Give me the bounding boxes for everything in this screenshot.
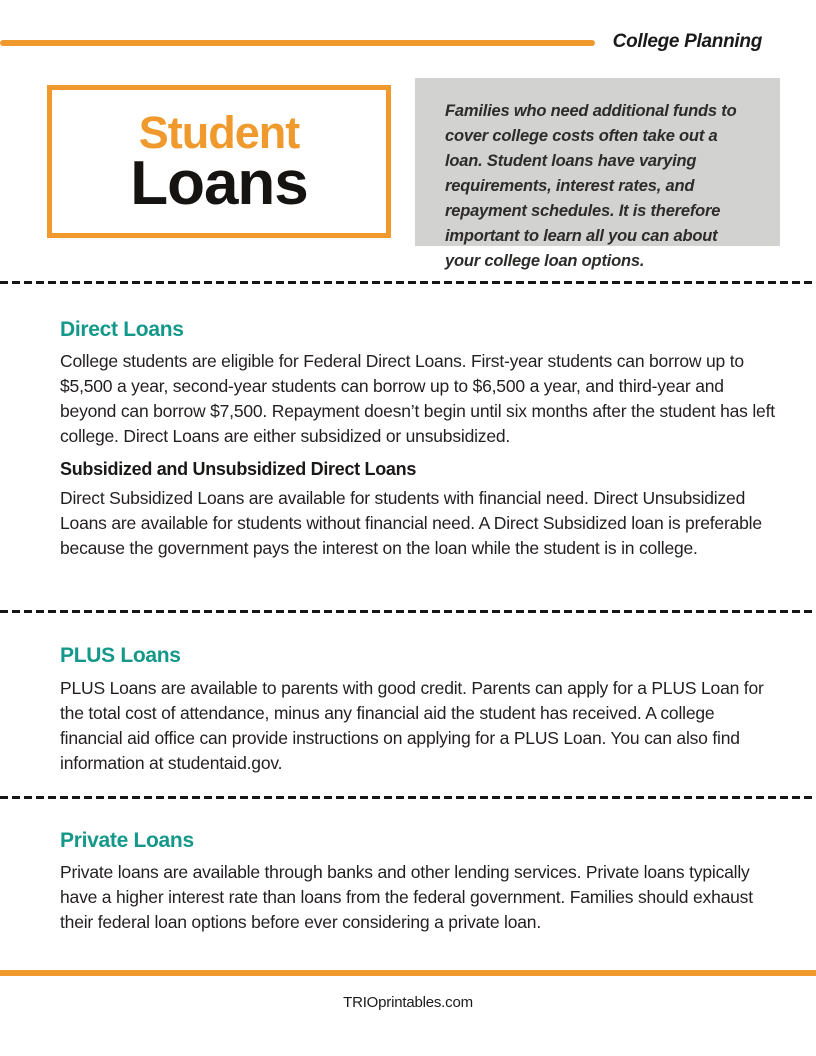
footer-accent-rule: [0, 970, 816, 976]
section-body-plus-loans: PLUS Loans are available to parents with good credit. Parents can apply for a PLUS Loan for the total cost of attendance, minus any financial aid the student has received. A college financial aid office can provide instructions on applying for a PLUS Loan. You can also find information at studentaid.gov.: [60, 678, 764, 773]
header-accent-rule: [0, 40, 595, 46]
section-heading-direct-loans: Direct Loans: [60, 318, 184, 341]
footer-site-name: TRIOprintables.com: [343, 994, 473, 1011]
dashed-divider: [0, 610, 816, 613]
dashed-divider: [0, 281, 816, 284]
intro-box: [415, 78, 780, 271]
page-title-line1: Student: [138, 106, 300, 158]
page-title-line2: Loans: [130, 148, 308, 218]
dashed-divider: [0, 796, 816, 799]
intro-text: Families who need additional funds to cover college costs often take out a loan. Student loans have varying requirements, interest rates, and repayment schedules. It is therefore important to learn all you can about your college loan options.: [445, 102, 737, 271]
subsection-body-subsidized: Direct Subsidized Loans are available for students with financial need. Direct Unsubsidized Loans are available for students without financial need. A Direct Subsidized loan is preferable because the government pays the interest on the loan while the student is in college.: [60, 488, 762, 558]
title-box: [47, 85, 391, 238]
series-label: College Planning: [612, 31, 762, 52]
subsection-heading-subsidized: Subsidized and Unsubsidized Direct Loans: [60, 459, 417, 479]
section-heading-private-loans: Private Loans: [60, 829, 194, 852]
section-heading-plus-loans: PLUS Loans: [60, 644, 181, 667]
section-body-private-loans: Private loans are available through banks and other lending services. Private loans typically have a higher interest rate than loans from the federal government. Families should exhaust their federal loan options before ever considering a private loan.: [60, 862, 753, 932]
section-body-direct-loans: College students are eligible for Federal Direct Loans. First-year students can borrow up to $5,500 a year, second-year students can borrow up to $6,500 a year, and third-year and beyond can borrow $7,500. Repayment doesn’t begin until six months after the student has left college. Direct Loans are either subsidized or unsubsidized.: [60, 351, 775, 446]
